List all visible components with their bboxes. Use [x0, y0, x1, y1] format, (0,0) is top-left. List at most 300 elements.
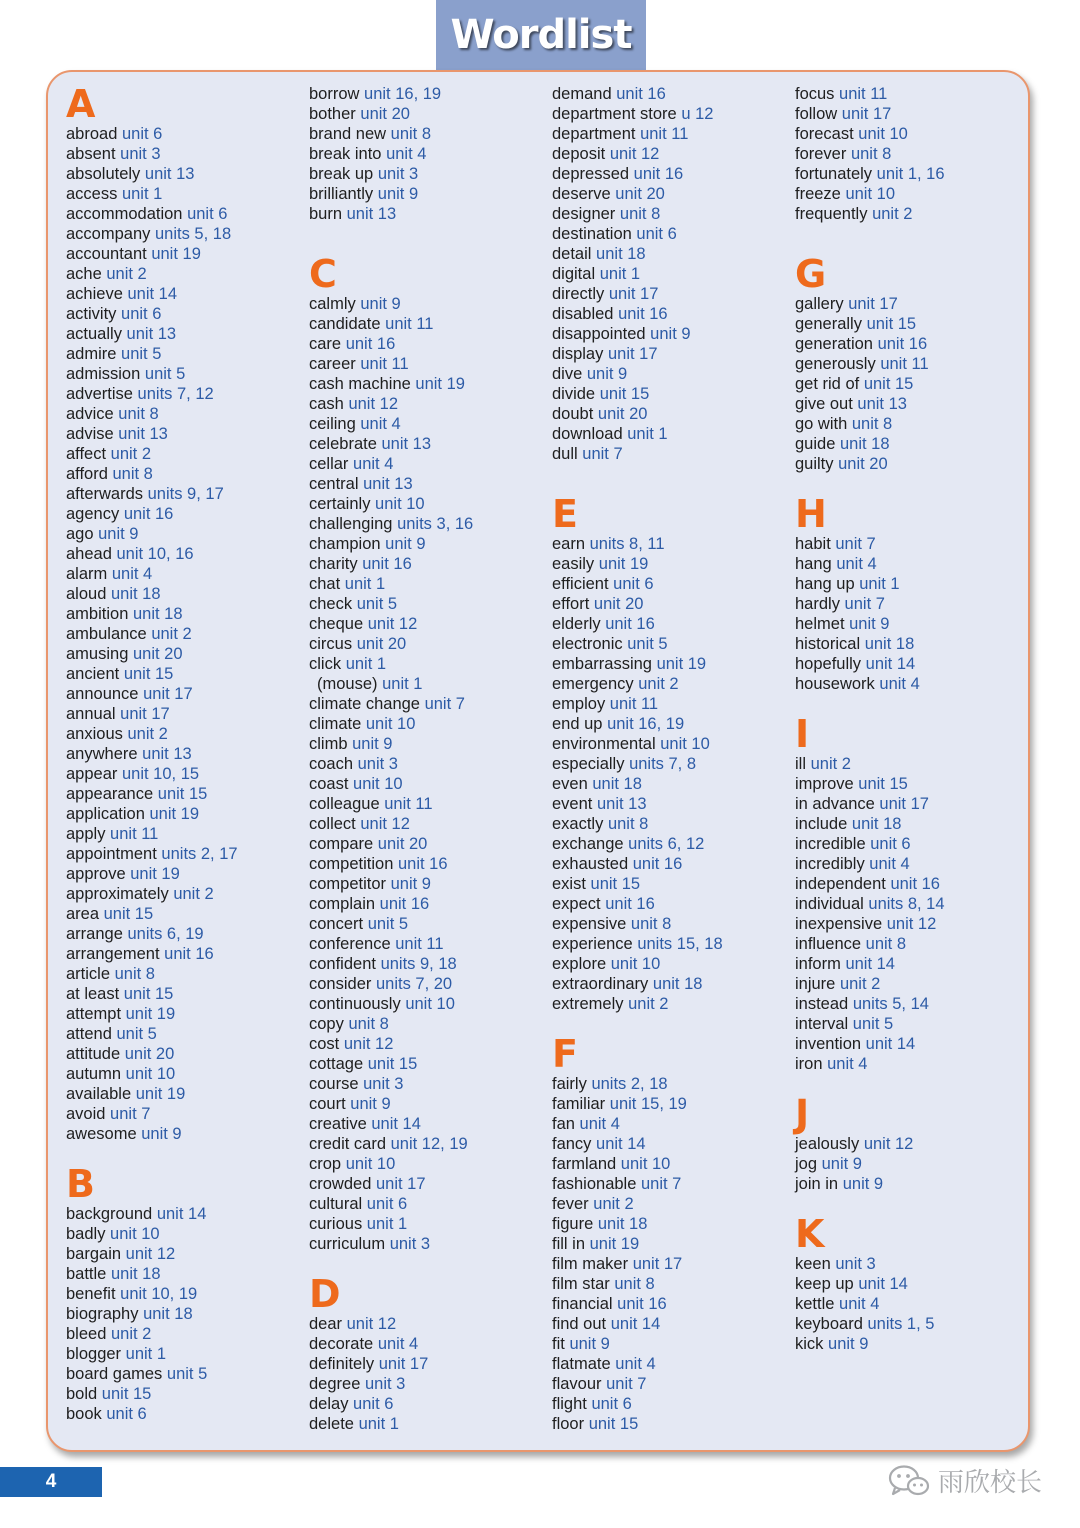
wordlist-entry	[552, 1154, 788, 1174]
entry-word: ceiling	[309, 415, 356, 433]
entry-unit: unit 8	[348, 1015, 389, 1033]
entry-unit: unit 2	[872, 205, 913, 223]
entry-unit: unit 20	[132, 645, 183, 663]
entry-word: kick	[795, 1335, 824, 1353]
entry-word: bold	[66, 1385, 98, 1403]
entry-unit: unit 5	[144, 365, 186, 383]
entry-unit: unit 2	[110, 445, 152, 463]
entry-unit: unit 7	[835, 535, 876, 553]
entry-word: get rid of	[795, 375, 860, 393]
entry-word: divide	[552, 385, 596, 403]
entry-unit: unit 18	[110, 585, 161, 603]
entry-unit: unit 10	[353, 775, 403, 793]
entry-unit: unit 4	[377, 1335, 419, 1353]
wordlist-entry	[309, 974, 545, 994]
wordlist-entry	[66, 524, 302, 544]
entry-unit: unit 17	[841, 105, 892, 123]
wordlist-entry	[66, 1104, 302, 1124]
wordlist-entry	[309, 1014, 545, 1034]
entry-unit: unit 18	[143, 1305, 193, 1323]
entry-word: dull	[552, 445, 578, 463]
entry-unit: unit 16	[632, 855, 683, 873]
entry-unit: unit 13	[126, 325, 177, 343]
entry-unit: unit 18	[851, 815, 902, 833]
entry-unit: unit 17	[375, 1175, 426, 1193]
entry-unit: unit 20	[356, 635, 407, 653]
entry-word: attitude	[66, 1045, 121, 1063]
entry-word: check	[309, 595, 353, 613]
wordlist-entry	[66, 564, 302, 584]
entry-unit: unit 11	[384, 795, 433, 813]
entry-word: join in	[795, 1175, 839, 1193]
entry-word: generation	[795, 335, 873, 353]
entry-unit: unit 16	[362, 555, 412, 573]
entry-unit: unit 1	[627, 425, 668, 443]
wordlist-entry	[552, 244, 788, 264]
wordlist-entry	[66, 1124, 302, 1144]
wordlist-entry	[795, 454, 1031, 474]
wordlist-entry	[66, 1244, 302, 1264]
wordlist-entry	[66, 1344, 302, 1364]
entry-unit: unit 11	[609, 695, 659, 713]
entry-unit: unit 12	[367, 615, 418, 633]
wordlist-entry	[552, 104, 788, 124]
entry-word: extraordinary	[552, 975, 649, 993]
entry-unit: unit 2	[173, 885, 214, 903]
wordlist-entry	[66, 1384, 302, 1404]
entry-unit: unit 1	[125, 1345, 167, 1363]
wordlist-entry	[795, 854, 1031, 874]
entry-unit: unit 6	[106, 1405, 147, 1423]
wordlist-entry	[795, 84, 1031, 104]
entry-unit: unit 9	[650, 325, 691, 343]
entry-unit: unit 11	[110, 825, 159, 843]
entry-word: accompany	[66, 225, 151, 243]
entry-word: arrange	[66, 925, 123, 943]
entry-unit: unit 4	[579, 1115, 620, 1133]
wordlist-entry	[795, 354, 1031, 374]
entry-unit: unit 9	[390, 875, 431, 893]
entry-word: exactly	[552, 815, 604, 833]
entry-unit: unit 20	[124, 1045, 175, 1063]
entry-word: central	[309, 475, 359, 493]
entry-unit: unit 1, 16	[876, 165, 945, 183]
entry-word: especially	[552, 755, 625, 773]
entry-unit: unit 13	[118, 425, 168, 443]
wordlist-entry	[552, 1274, 788, 1294]
entry-word: independent	[795, 875, 886, 893]
entry-unit: unit 12	[125, 1245, 176, 1263]
wordlist-entry	[552, 1294, 788, 1314]
entry-unit: units 7, 20	[375, 975, 453, 993]
entry-word: candidate	[309, 315, 381, 333]
entry-word: exhausted	[552, 855, 629, 873]
wordlist-entry	[552, 1214, 788, 1234]
wordlist-entry	[309, 554, 545, 574]
wordlist-entry	[66, 304, 302, 324]
page-number: 4	[45, 1471, 57, 1492]
entry-unit: unit 7	[424, 695, 465, 713]
entry-word: advertise	[66, 385, 133, 403]
wordlist-entry	[66, 544, 302, 564]
entry-unit: unit 12	[348, 395, 398, 413]
entry-unit: unit 3	[364, 1375, 406, 1393]
entry-word: gallery	[795, 295, 844, 313]
entry-unit: unit 17	[607, 345, 658, 363]
wordlist-entry	[309, 1034, 545, 1054]
entry-word: badly	[66, 1225, 106, 1243]
entry-unit: unit 15	[123, 665, 174, 683]
entry-word: admission	[66, 365, 141, 383]
wordlist-entry	[552, 794, 788, 814]
wordlist-entry	[552, 224, 788, 244]
entry-word: directly	[552, 285, 605, 303]
section-continued	[552, 84, 788, 464]
entry-word: curious	[309, 1215, 363, 1233]
entry-unit: unit 8	[865, 935, 907, 953]
entry-word: expensive	[552, 915, 627, 933]
wordlist-entry	[309, 394, 545, 414]
section-a	[66, 84, 302, 1144]
entry-unit: unit 2	[127, 725, 168, 743]
entry-word: forecast	[795, 125, 854, 143]
entry-word: disabled	[552, 305, 614, 323]
wordlist-entry	[552, 304, 788, 324]
entry-word: attend	[66, 1025, 112, 1043]
wordlist-entry	[66, 1204, 302, 1224]
entry-unit: unit 6	[613, 575, 654, 593]
wordlist-entry	[66, 1024, 302, 1044]
entry-unit: unit 9	[586, 365, 628, 383]
wordlist-entry	[66, 484, 302, 504]
entry-unit: unit 15	[123, 985, 174, 1003]
entry-unit: unit 8	[850, 145, 892, 163]
wordlist-entry	[66, 764, 302, 784]
entry-unit: unit 13	[144, 165, 195, 183]
entry-word: accommodation	[66, 205, 183, 223]
entry-unit: unit 7	[110, 1105, 151, 1123]
entry-word: application	[66, 805, 145, 823]
entry-word: deposit	[552, 145, 606, 163]
wordlist-entry	[309, 1214, 545, 1234]
entry-unit: unit 5	[627, 635, 668, 653]
entry-unit: unit 16	[605, 615, 655, 633]
entry-word: credit card	[309, 1135, 387, 1153]
wordlist-entry	[309, 774, 545, 794]
wordlist-entry	[552, 184, 788, 204]
entry-word: alarm	[66, 565, 108, 583]
wordlist-entry	[795, 874, 1031, 894]
wordlist-entry	[66, 1324, 302, 1344]
entry-word: earn	[552, 535, 586, 553]
entry-unit: unit 13	[142, 745, 192, 763]
wordlist-entry	[309, 204, 545, 224]
entry-word: break up	[309, 165, 374, 183]
section-c	[309, 254, 545, 1254]
entry-unit: unit 11	[640, 125, 689, 143]
wordlist-entry	[309, 914, 545, 934]
entry-word: hang	[795, 555, 832, 573]
wordlist-entry	[552, 534, 788, 554]
entry-unit: unit 7	[606, 1375, 647, 1393]
entry-unit: unit 7	[844, 595, 885, 613]
entry-unit: unit 2	[638, 675, 679, 693]
entry-word: approximately	[66, 885, 169, 903]
wordlist-entry	[309, 334, 545, 354]
entry-word: coast	[309, 775, 349, 793]
section-k	[795, 1214, 1031, 1354]
entry-word: fill in	[552, 1235, 586, 1253]
entry-word: climate change	[309, 695, 420, 713]
entry-word: curriculum	[309, 1235, 386, 1253]
wordlist-entry	[552, 614, 788, 634]
entry-word: arrangement	[66, 945, 160, 963]
entry-unit: unit 19	[125, 1005, 176, 1023]
wordlist-entry	[552, 674, 788, 694]
entry-unit: unit 14	[858, 1275, 908, 1293]
wordlist-entry	[309, 144, 545, 164]
entry-unit: unit 9	[842, 1175, 884, 1193]
wordlist-entry	[309, 754, 545, 774]
entry-unit: unit 10	[405, 995, 455, 1013]
wordlist-entry	[309, 634, 545, 654]
entry-unit: unit 1	[345, 655, 387, 673]
wordlist-entry	[552, 814, 788, 834]
entry-word: housework	[795, 675, 875, 693]
wordlist-entry	[795, 594, 1031, 614]
entry-word: climb	[309, 735, 348, 753]
entry-unit: unit 20	[360, 105, 410, 123]
entry-word: approve	[66, 865, 126, 883]
entry-word: challenging	[309, 515, 393, 533]
wordlist-entry	[795, 434, 1031, 454]
wordlist-entry	[795, 374, 1031, 394]
wordlist-entry	[795, 314, 1031, 334]
entry-word: concert	[309, 915, 364, 933]
section-e	[552, 494, 788, 1014]
entry-unit: unit 4	[360, 415, 401, 433]
entry-word: celebrate	[309, 435, 377, 453]
entry-word: jog	[795, 1155, 818, 1173]
entry-word: fan	[552, 1115, 575, 1133]
wordlist-entry	[66, 944, 302, 964]
wordlist-entry	[795, 414, 1031, 434]
entry-unit: unit 8	[112, 465, 153, 483]
entry-word: guide	[795, 435, 836, 453]
entry-unit: unit 13	[857, 395, 907, 413]
wordlist-entry	[66, 184, 302, 204]
entry-unit: unit 13	[363, 475, 413, 493]
wordlist-entry	[66, 804, 302, 824]
entry-unit: unit 19	[151, 245, 201, 263]
page-number-bar	[0, 1467, 102, 1497]
entry-unit: unit 13	[381, 435, 432, 453]
entry-word: jealously	[795, 1135, 860, 1153]
wordlist-entry	[795, 1274, 1031, 1294]
wordlist-entry	[309, 1234, 545, 1254]
entry-word: hopefully	[795, 655, 862, 673]
entry-unit: u 12	[681, 105, 714, 123]
entry-word: employ	[552, 695, 606, 713]
entry-word: invention	[795, 1035, 862, 1053]
entry-unit: unit 8	[118, 405, 159, 423]
entry-unit: unit 14	[371, 1115, 421, 1133]
entry-unit: unit 12	[863, 1135, 914, 1153]
section-letter: J	[795, 1092, 810, 1136]
entry-unit: units 8, 14	[868, 895, 945, 913]
entry-unit: unit 9	[350, 1095, 391, 1113]
entry-word: avoid	[66, 1105, 106, 1123]
wordlist-entry	[309, 1374, 545, 1394]
wordlist-entry	[309, 534, 545, 554]
wordlist-entry	[552, 734, 788, 754]
entry-unit: unit 17	[608, 285, 659, 303]
wordlist-entry	[552, 284, 788, 304]
entry-word: appear	[66, 765, 118, 783]
entry-unit: unit 5	[116, 1025, 157, 1043]
wordlist-entry	[309, 494, 545, 514]
entry-unit: unit 8	[851, 415, 893, 433]
entry-unit: unit 9	[385, 535, 426, 553]
entry-word: exchange	[552, 835, 624, 853]
wordlist-entry	[552, 1074, 788, 1094]
entry-word: bleed	[66, 1325, 107, 1343]
entry-word: continuously	[309, 995, 401, 1013]
entry-word: digital	[552, 265, 596, 283]
entry-word: detail	[552, 245, 592, 263]
wordlist-entry	[552, 1174, 788, 1194]
wordlist-entry	[66, 1364, 302, 1384]
entry-word: activity	[66, 305, 117, 323]
entry-word: cheque	[309, 615, 364, 633]
wordlist-entry	[552, 554, 788, 574]
entry-unit: unit 1	[344, 575, 386, 593]
entry-word: champion	[309, 535, 381, 553]
entry-unit: unit 2	[628, 995, 669, 1013]
entry-unit: units 1, 5	[867, 1315, 935, 1333]
wordlist-entry	[66, 224, 302, 244]
entry-word: incredible	[795, 835, 866, 853]
wordlist-entry	[309, 794, 545, 814]
wordlist-entry	[66, 984, 302, 1004]
entry-unit: unit 12	[609, 145, 660, 163]
entry-word: expect	[552, 895, 601, 913]
wordlist-entry	[309, 594, 545, 614]
entry-word: demand	[552, 85, 612, 103]
wordlist-entry	[66, 784, 302, 804]
entry-word: cottage	[309, 1055, 364, 1073]
wordlist-entry	[552, 1354, 788, 1374]
entry-unit: unit 6	[187, 205, 228, 223]
entry-word: farmland	[552, 1155, 617, 1173]
wordlist-entry	[66, 624, 302, 644]
entry-word: deserve	[552, 185, 611, 203]
entry-word: end up	[552, 715, 603, 733]
wordlist-entry	[552, 754, 788, 774]
wordlist-entry	[309, 1094, 545, 1114]
entry-unit: unit 1	[382, 675, 423, 693]
wordlist-entry	[66, 824, 302, 844]
entry-unit: unit 1	[366, 1215, 408, 1233]
wordlist-entry	[309, 1334, 545, 1354]
wordlist-entry	[552, 364, 788, 384]
wordlist-entry	[309, 1394, 545, 1414]
entry-word: ancient	[66, 665, 120, 683]
entry-unit: unit 18	[592, 775, 642, 793]
wordlist-entry	[309, 814, 545, 834]
wordlist-entry	[552, 994, 788, 1014]
entry-unit: unit 16	[618, 305, 668, 323]
entry-unit: unit 16	[616, 85, 666, 103]
entry-word: fever	[552, 1195, 589, 1213]
entry-word: helmet	[795, 615, 845, 633]
entry-word: absolutely	[66, 165, 141, 183]
entry-unit: unit 3	[389, 1235, 431, 1253]
entry-word: ago	[66, 525, 94, 543]
wordlist-entry	[309, 354, 545, 374]
entry-word: absent	[66, 145, 116, 163]
wordlist-entry	[552, 894, 788, 914]
entry-word: film maker	[552, 1255, 629, 1273]
wordlist-entry	[795, 204, 1031, 224]
wordlist-entry	[552, 1254, 788, 1274]
entry-word: accountant	[66, 245, 147, 263]
entry-unit: unit 12	[886, 915, 937, 933]
section-g	[795, 254, 1031, 474]
wordlist-entry	[552, 834, 788, 854]
entry-unit: unit 16	[890, 875, 940, 893]
entry-unit: unit 18	[597, 1215, 648, 1233]
entry-unit: unit 14	[156, 1205, 207, 1223]
entry-unit: unit 6	[353, 1395, 394, 1413]
wordlist-entry	[552, 444, 788, 464]
wordlist-entry	[66, 464, 302, 484]
entry-unit: unit 5	[852, 1015, 894, 1033]
entry-word: find out	[552, 1315, 607, 1333]
entry-unit: unit 15, 19	[609, 1095, 687, 1113]
entry-word: appointment	[66, 845, 157, 863]
entry-unit: unit 17	[879, 795, 929, 813]
entry-word: financial	[552, 1295, 613, 1313]
entry-word: attempt	[66, 1005, 122, 1023]
entry-word: flight	[552, 1395, 587, 1413]
entry-unit: unit 9	[98, 525, 139, 543]
entry-word: book	[66, 1405, 102, 1423]
wordlist-entry	[795, 994, 1031, 1014]
entry-unit: units 15, 18	[637, 935, 723, 953]
entry-word: individual	[795, 895, 864, 913]
entry-word: brand new	[309, 125, 387, 143]
entry-word: iron	[795, 1055, 823, 1073]
wordlist-entry	[552, 264, 788, 284]
wordlist-entry	[552, 714, 788, 734]
entry-word: bargain	[66, 1245, 122, 1263]
wordlist-entry	[309, 84, 545, 104]
wordlist-entry	[309, 854, 545, 874]
wordlist-entry	[795, 574, 1031, 594]
entry-word: fairly	[552, 1075, 587, 1093]
wordlist-entry	[309, 734, 545, 754]
entry-word: afterwards	[66, 485, 144, 503]
entry-word: in advance	[795, 795, 875, 813]
wordlist-entry	[309, 104, 545, 124]
entry-word: cellar	[309, 455, 349, 473]
section-b	[66, 1164, 302, 1424]
entry-word: historical	[795, 635, 861, 653]
wordlist-entry	[795, 104, 1031, 124]
entry-word: creative	[309, 1115, 367, 1133]
wordlist-entry	[552, 424, 788, 444]
